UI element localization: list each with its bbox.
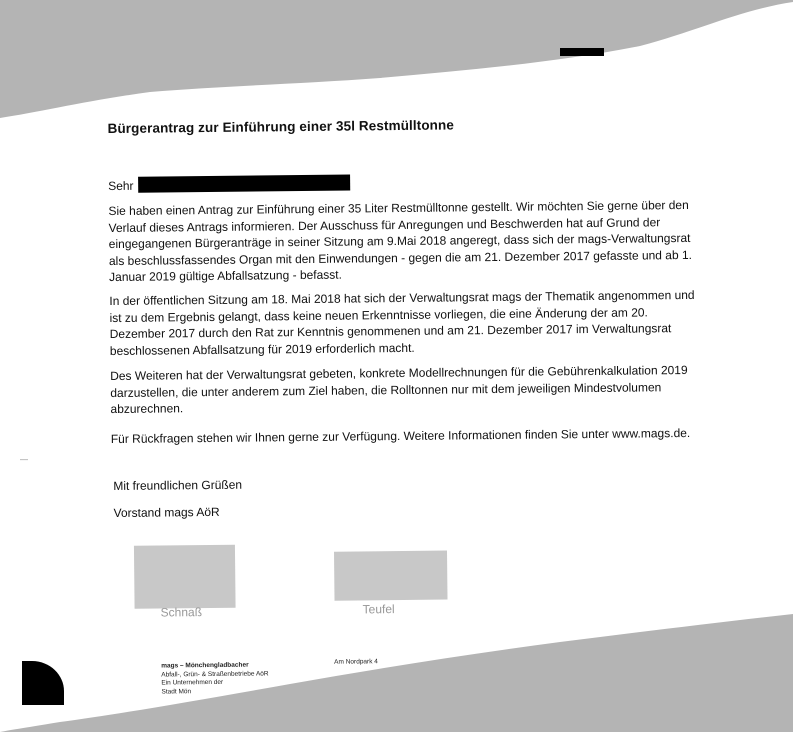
footer-left-line-2: Abfall-, Grün- & Straßenbetriebe AöR — [161, 669, 269, 679]
signatory-name-2: Teufel — [362, 602, 395, 617]
footer-left — [161, 661, 269, 696]
mags-logo-icon — [22, 661, 66, 705]
sender-board: Vorstand mags AöR — [113, 504, 220, 521]
letter-title: Bürgerantrag zur Einführung einer 35l Restmülltonne — [107, 117, 455, 137]
paragraph-2: In der öffentlichen Sitzung am 18. Mai 2018 hat sich der Verwaltungsrat mags der Thematik angenommen und ist zu dem Ergebnis gelangt, dass keine neuen Erkenntnisse vorliegen, die eine Änderung der am 20. Dezember 2017 durch den Rat zur Kenntnis genommenen und am 21. Dezember 2017 im Verwaltungsrat beschlossenen Abfallsatzung für 2019 erforderlich macht. — [109, 287, 695, 358]
closing-greeting: Mit freundlichen Grüßen — [113, 477, 243, 494]
redaction-bar — [138, 175, 350, 193]
footer-left-line-4: Stadt Mön — [161, 687, 192, 696]
salutation: Sehr — [108, 178, 134, 194]
scan-mark-icon: — — [20, 455, 28, 464]
paragraph-4: Für Rückfragen stehen wir Ihnen gerne zur Verfügung. Weitere Informationen finden Sie unter www.mags.de. — [110, 425, 691, 447]
signature-redaction-1 — [134, 545, 236, 609]
signature-redaction-2 — [334, 551, 448, 601]
paragraph-1: Sie haben einen Antrag zur Einführung einer 35 Liter Restmülltonne gestellt. Wir möchten Sie gerne über den Verlauf dieses Antrags informieren. Der Ausschuss für Anregungen und Beschwerden hat auf Grund der eingegangenen Bürgeranträge in seiner Sitzung am 9.Mai 2018 angeregt, dass sich der mags-Verwaltungsrat als beschlussfassendes Organ mit den Einwendungen - gegen die am 21. Dezember 2017 gefasste und ab 1. Januar 2019 gültige Abfallsatzung - befasst. — [108, 197, 693, 285]
footer-right — [334, 658, 378, 667]
footer-left-line-1: mags – Mönchengladbacher — [161, 661, 249, 670]
footer-left-line-3: Ein Unternehmen der — [161, 678, 224, 687]
footer-right-line-1: Am Nordpark 4 — [334, 658, 378, 666]
signatory-name-1: Schnaß — [160, 605, 203, 620]
paragraph-3: Des Weiteren hat der Verwaltungsrat gebeten, konkrete Modellrechnungen für die Gebührenkalkulation 2019 darzustellen, die unter anderem zum Ziel haben, die Rolltonnen nur mit dem jeweiligen Mindestvolumen abzurechnen. — [110, 362, 688, 417]
